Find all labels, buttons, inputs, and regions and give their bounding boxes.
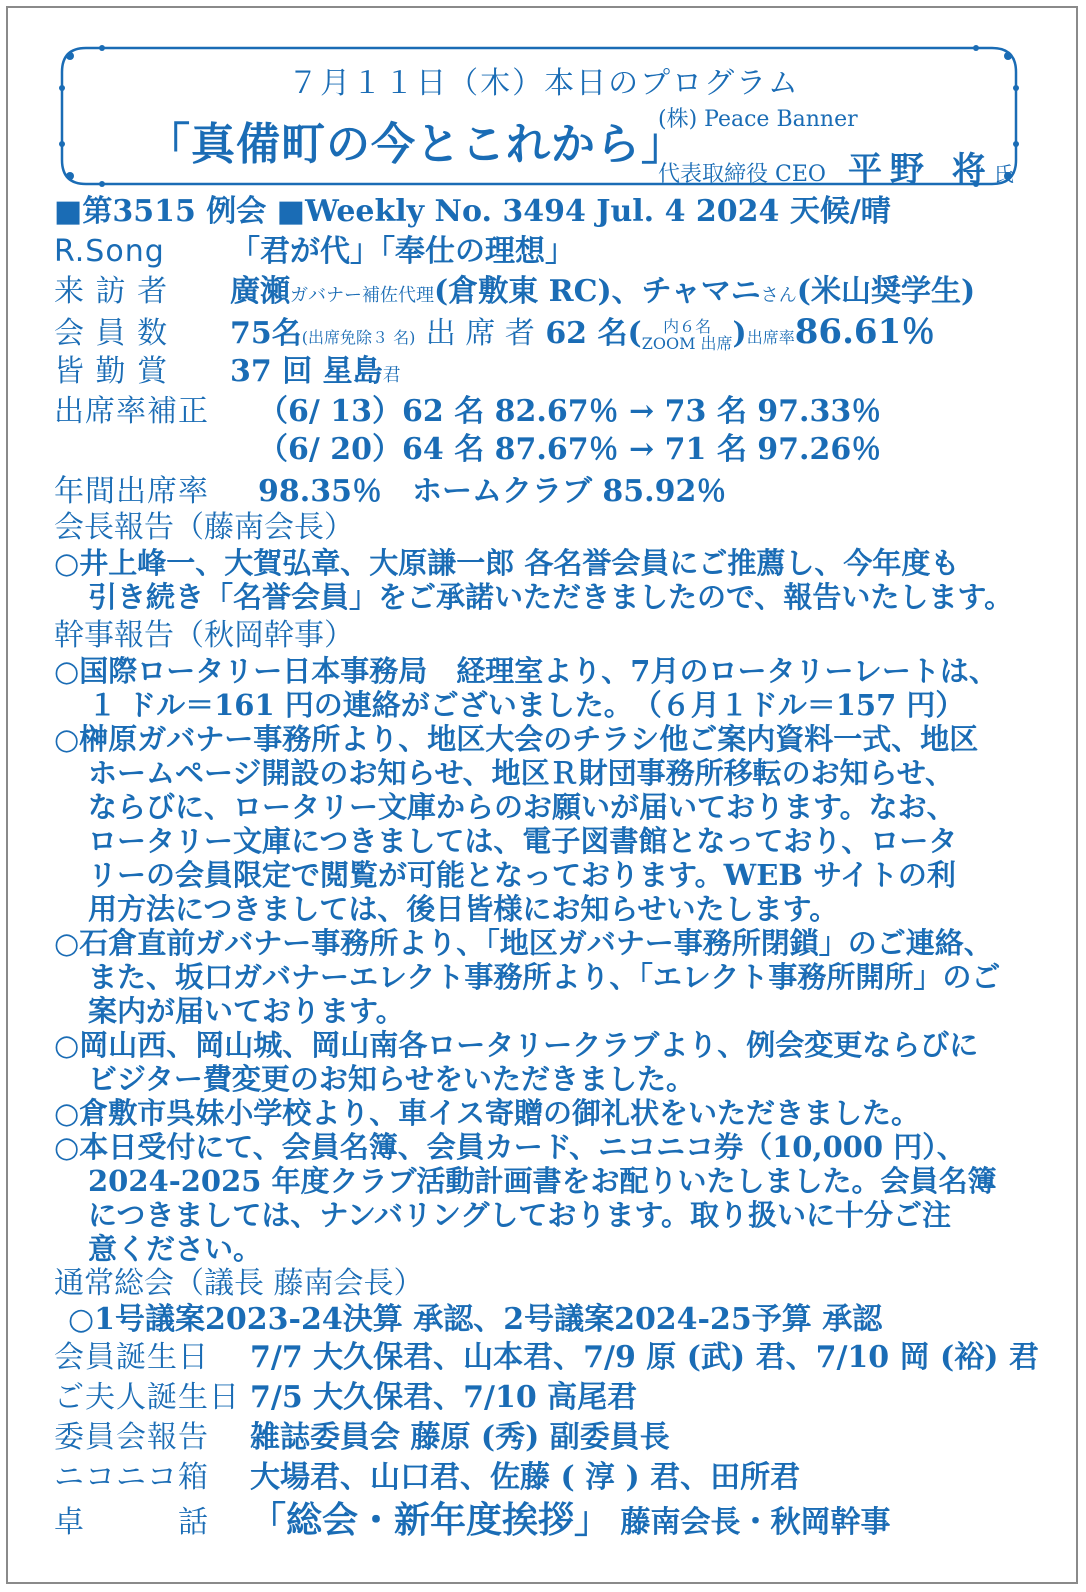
secretary-line: ○本日受付にて、会員名簿、会員カード、ニコニコ券（10,000 円）、: [54, 1130, 966, 1164]
secretary-line: １ ドル＝161 円の連絡がございました。 （６月１ドル＝157 円）: [88, 688, 965, 722]
secretary-line: ○国際ロータリー日本事務局 経理室より、7月のロータリーレートは、: [54, 654, 998, 688]
correction-row-1: [54, 394, 881, 430]
speech-speakers: 藤南会長・秋岡幹事: [620, 1505, 891, 1540]
attend-detail-bottom: ZOOM 出席: [641, 334, 733, 353]
secretary-line: 2024-2025 年度クラブ活動計画書をお配りいたしました。会員名簿: [88, 1164, 997, 1198]
secretary-line: につきましては、ナンバリングしております。取り扱いに十分ご注: [88, 1198, 952, 1232]
correction-line-1: （6/ 13）62 名 82.67％ → 73 名 97.33％: [258, 394, 882, 429]
secretary-line: ビジター費変更のお知らせをいただきました。: [88, 1062, 695, 1096]
correction-line-2: （6/ 20）64 名 87.67％ → 71 名 97.26％: [258, 432, 882, 467]
visitor-club: (倉敷東 RC)、チャマニ: [434, 274, 761, 309]
annual-value: 98.35％ ホームクラブ 85.92％: [258, 474, 727, 509]
perfect-label: 皆 勤 賞: [54, 354, 169, 389]
members-count: 75名: [230, 316, 302, 351]
correction-label: 出席率補正: [54, 394, 209, 429]
committee-label: 委員会報告: [54, 1420, 209, 1455]
program-date-line: ７月１１日（木）本日のプログラム: [288, 66, 800, 101]
birthdays-row: [54, 1340, 1039, 1376]
secretary-line: ホームページ開設のお知らせ、地区Ｒ財団事務所移転のお知らせ、: [88, 756, 954, 790]
program-title: 「真備町の今とこれから」: [146, 119, 686, 170]
perfect-value: 37 回 星島: [230, 354, 383, 389]
general-meeting-heading: 通常総会（議長 藤南会長）: [54, 1266, 424, 1301]
visitor-san: さん: [760, 285, 797, 306]
committee-value: 雑誌委員会 藤原 (秀) 副委員長: [250, 1420, 670, 1455]
secretary-line: リーの会員限定で閲覧が可能となっております。WEB サイトの利: [88, 858, 956, 892]
general-meeting-line: ○1号議案2023-24決算 承認、2号議案2024-25予算 承認: [68, 1302, 883, 1337]
visitors-label: 来 訪 者: [54, 274, 169, 309]
members-exempt: (出席免除３ 名): [301, 328, 416, 347]
perfect-row: [54, 354, 401, 394]
attendance-rate: 86.61％: [794, 312, 936, 352]
song-row: [54, 234, 575, 270]
secretary-report-heading: 幹事報告（秋岡幹事）: [54, 618, 354, 653]
secretary-line: 用方法につきましては、後日皆様にお知らせいたします。: [88, 892, 839, 926]
secretary-line: ならびに、ロータリー文庫からのお願いが届いております。なお、: [88, 790, 956, 824]
president-report-heading: 会長報告（藤南会長）: [54, 510, 354, 545]
nikoniko-value: 大場君、山口君、佐藤 ( 淳 ) 君、田所君: [250, 1460, 801, 1495]
secretary-line: また、坂口ガバナーエレクト事務所より、「エレクト事務所開所」のご: [88, 960, 1001, 994]
attend-paren-open: (: [627, 316, 642, 351]
rate-label: 出席率: [746, 328, 795, 347]
nikoniko-row: [54, 1460, 800, 1496]
secretary-line: ○倉敷市呉妹小学校より、車イス寄贈の御礼状をいただきました。: [54, 1096, 921, 1130]
secretary-line: ○岡山西、岡山城、岡山南各ロータリークラブより、例会変更ならびに: [54, 1028, 979, 1062]
birthdays-label: 会員誕生日: [54, 1340, 209, 1375]
secretary-line: ロータリー文庫につきましては、電子図書館となっており、ロータ: [88, 824, 958, 858]
members-label: 会 員 数: [54, 316, 169, 351]
visitors-row: [54, 274, 975, 314]
speaker-name: 平野 将: [847, 150, 994, 190]
visitor-name: 廣瀬: [230, 274, 290, 309]
committee-row: [54, 1420, 670, 1456]
visitor-role: ガバナー補佐代理: [290, 285, 434, 306]
speaker-company: (株) Peace Banner: [658, 107, 858, 132]
speaker-line: [658, 142, 1014, 191]
members-row: [54, 314, 935, 356]
annual-label: 年間出席率: [54, 474, 209, 509]
birthdays-value: 7/7 大久保君、山本君、7/9 原 (武) 君、7/10 岡 (裕) 君: [250, 1340, 1039, 1375]
attend-count: 62 名: [545, 316, 628, 351]
speech-title: 「総会・新年度挨拶」: [250, 1499, 611, 1541]
attend-detail-top: 内６名: [663, 317, 712, 336]
speaker-title: 代表取締役 CEO: [658, 162, 826, 187]
nikoniko-label: ニコニコ箱: [54, 1460, 209, 1495]
president-line: ○井上峰一、大賀弘章、大原謙一郎 各名誉会員にご推薦し、今年度も: [54, 546, 960, 580]
meeting-line: ■第3515 例会 ■Weekly No. 3494 Jul. 4 2024 天候/晴: [54, 194, 891, 229]
speech-label: 卓 話: [54, 1505, 209, 1540]
bulletin-page: [6, 6, 1078, 1584]
song-label: R.Song: [54, 234, 165, 269]
attend-paren-close: ): [732, 316, 747, 351]
president-line: 引き続き「名誉会員」をご承諾いただきましたので、報告いたします。: [88, 580, 1014, 614]
spouse-birthdays-value: 7/5 大久保君、7/10 高尾君: [250, 1380, 638, 1415]
secretary-line: ○榊原ガバナー事務所より、地区大会のチラシ他ご案内資料一式、地区: [54, 722, 979, 756]
secretary-line: ○石倉直前ガバナー事務所より、「地区ガバナー事務所閉鎖」のご連絡、: [54, 926, 993, 960]
visitor-club2: (米山奨学生): [796, 274, 976, 309]
perfect-suffix: 君: [382, 365, 401, 386]
song-value: 「君が代」「奉仕の理想」: [230, 234, 575, 269]
attend-detail: [642, 318, 733, 352]
spouse-birthdays-row: [54, 1380, 637, 1416]
secretary-line: 案内が届いております。: [88, 994, 405, 1028]
attend-label: 出 席 者: [425, 316, 535, 351]
annual-row: [54, 474, 726, 510]
speech-row: [54, 1499, 891, 1541]
secretary-line: 意ください。: [88, 1232, 263, 1266]
speaker-suffix: 氏: [993, 162, 1014, 186]
spouse-birthdays-label: ご夫人誕生日: [54, 1380, 240, 1415]
